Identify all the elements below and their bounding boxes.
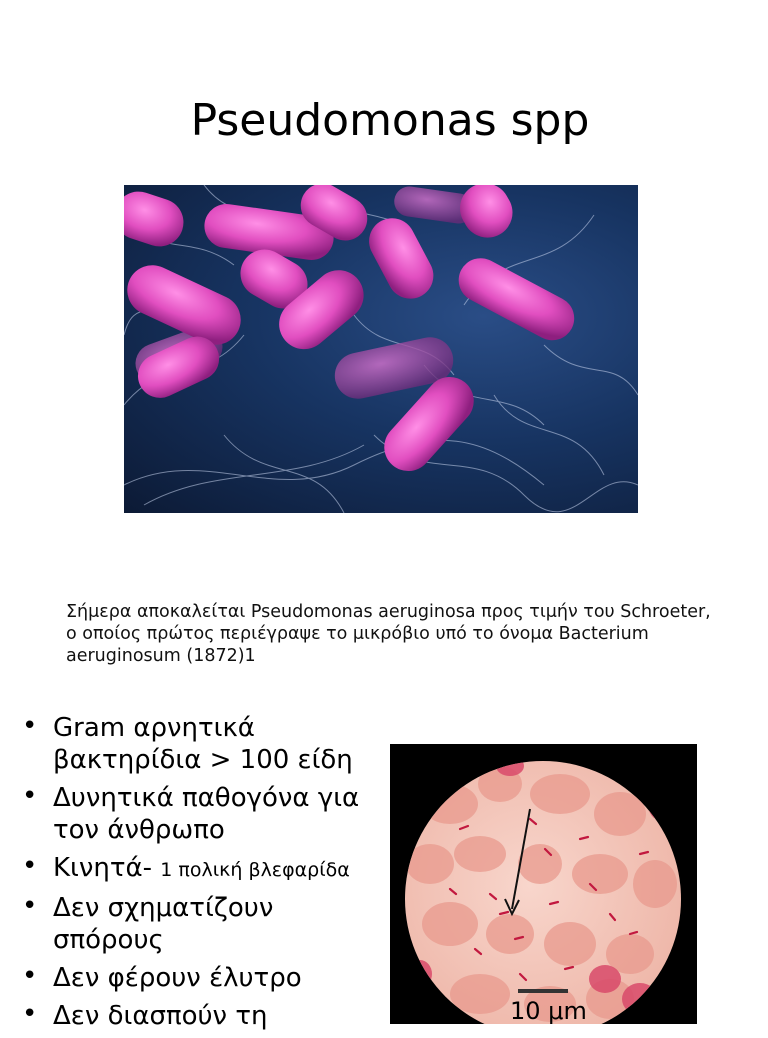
bullet-no-capsule: • Δεν φέρουν έλυτρο — [20, 962, 390, 994]
bullet-truncated: • Δεν διασπούν τη — [20, 1000, 390, 1032]
bullet-pathogenic: • Δυνητικά παθογόνα για τον άνθρωπο — [20, 782, 390, 846]
bullet-no-spores: • Δεν σχηματίζουν σπόρους — [20, 892, 390, 956]
bullet-motile: • Κινητά- 1 πολική βλεφαρίδα — [20, 852, 390, 886]
image-credit: Cornell University Medical Col — [738, 862, 764, 1014]
bacteria-illustration — [124, 185, 638, 513]
slide-title: Pseudomonas spp — [190, 95, 590, 146]
bullet-gram-negative: • Gram αρνητικά βακτηρίδια > 100 είδη — [20, 712, 390, 776]
flagellum-note: 1 πολική βλεφαρίδα — [160, 859, 350, 881]
gram-stain-micrograph — [390, 744, 697, 1024]
facts-bullet-list — [20, 712, 390, 1038]
scale-bar-label: 10 μm — [510, 997, 587, 1025]
description-caption: Σήμερα αποκαλείται Pseudomonas aeruginosa προς τιμήν του Schroeter, ο οποίος πρώτος περιέγραψε το μικρόβιο υπό το όνομα Bacterium aeruginosum (1872)1 — [66, 602, 711, 666]
